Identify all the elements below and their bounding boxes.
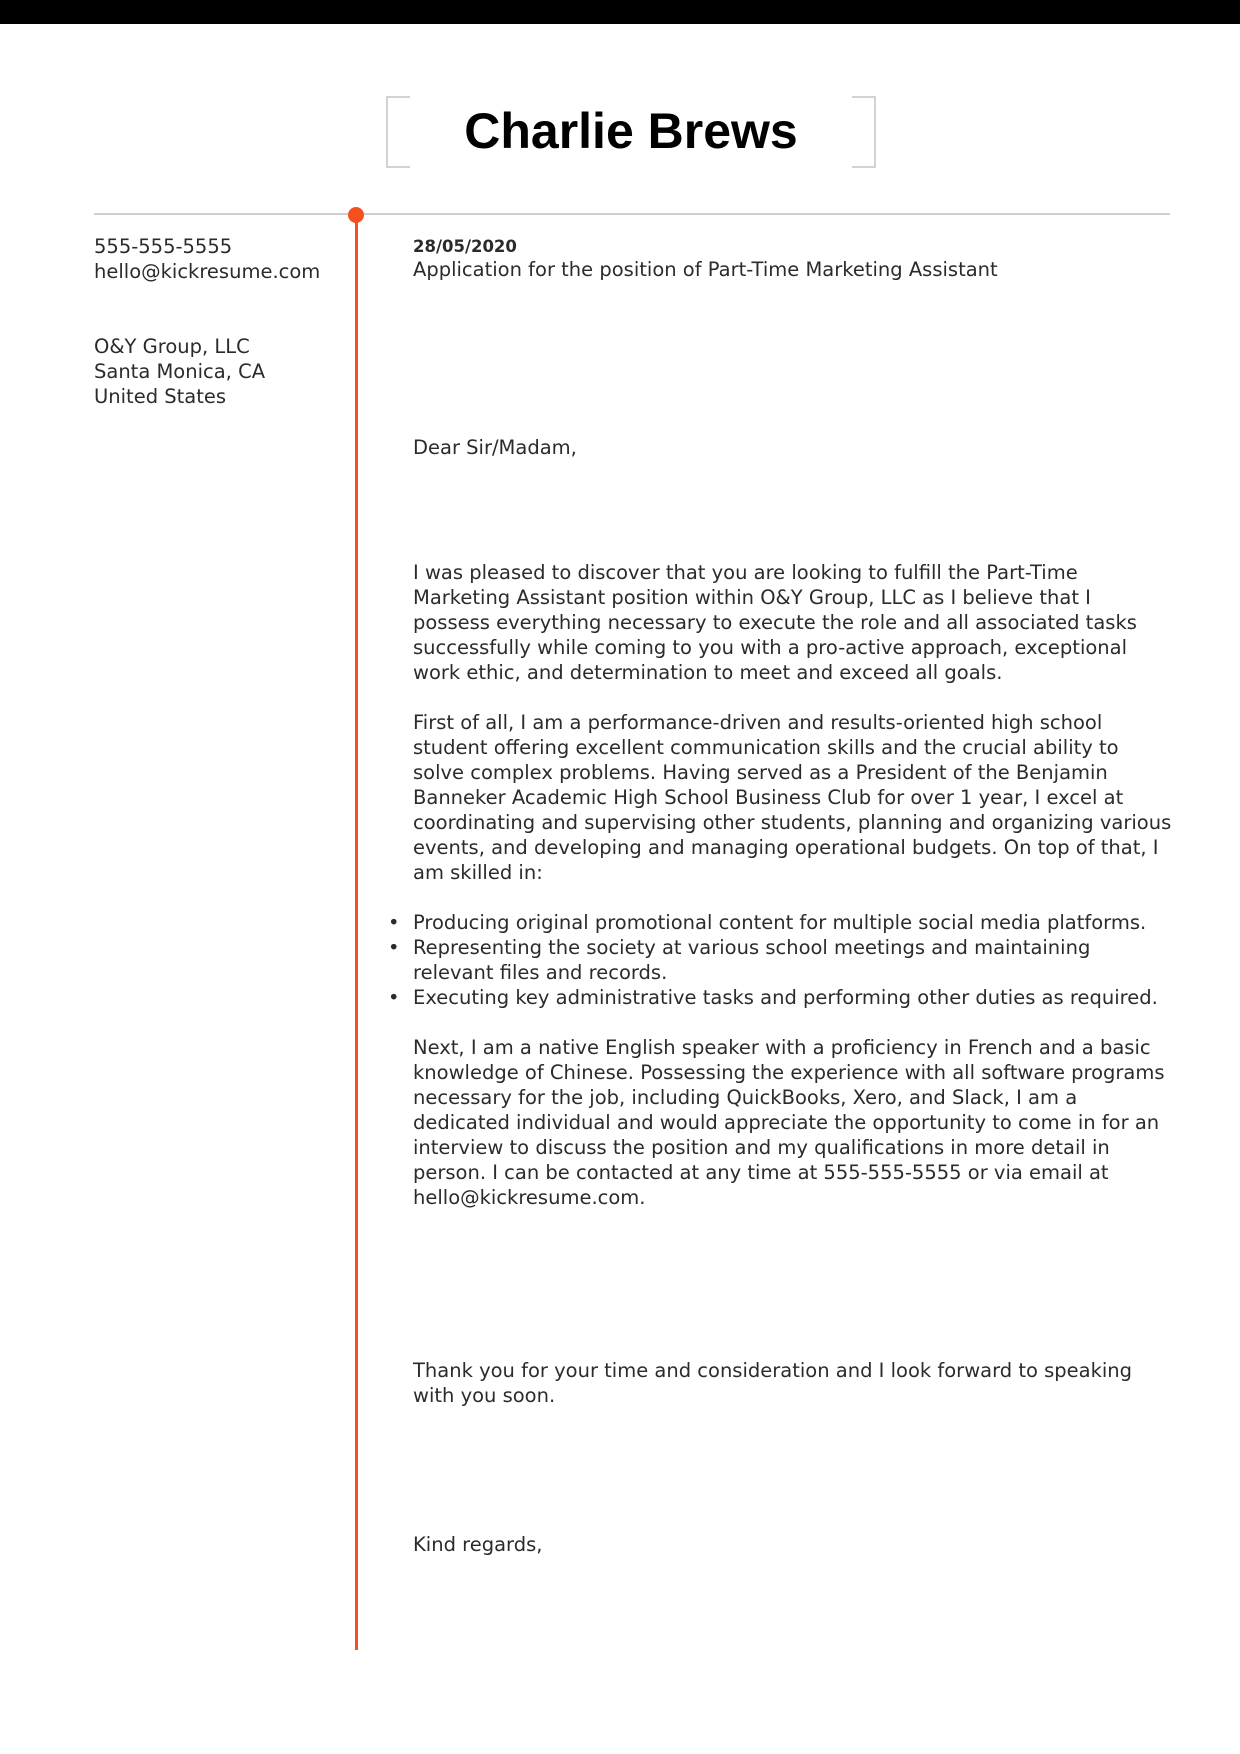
- applicant-name: Charlie Brews: [464, 103, 798, 159]
- recipient-country: United States: [94, 385, 227, 408]
- timeline-dot: [348, 207, 364, 223]
- salutation: Dear Sir/Madam,: [413, 436, 577, 459]
- list-item: • Producing original promotional content for multiple social media platforms.: [413, 910, 1173, 935]
- recipient-company: O&Y Group, LLC: [94, 335, 250, 358]
- sidebar: [94, 234, 344, 409]
- name-header: [386, 96, 876, 166]
- contact-email: hello@kickresume.com: [94, 260, 321, 283]
- letter-subject: Application for the position of Part-Time Marketing Assistant: [413, 258, 998, 281]
- letter-header: [413, 237, 1173, 282]
- closing-paragraph: Thank you for your time and consideration and I look forward to speaking with you soon.: [413, 1359, 1133, 1407]
- list-item: • Executing key administrative tasks and performing other duties as required.: [413, 985, 1173, 1010]
- top-bar: [0, 0, 1240, 24]
- letter-date: 28/05/2020: [413, 237, 517, 256]
- timeline-line: [355, 214, 358, 1650]
- paragraph-languages: Next, I am a native English speaker with a proficiency in French and a basic knowledge of Chinese. Possessing the experience with all software programs necessary for the job, including QuickBooks, Xero, and Slack, I am a dedicated individual and would appreciate the opportunity to come in for an interview to discuss the position and my qualifications in more detail in person. I can be contacted at any time at 555-555-5555 or via email at hello@kickresume.com.: [413, 1036, 1165, 1209]
- signoff: Kind regards,: [413, 1533, 543, 1556]
- contact-phone: 555-555-5555: [94, 235, 233, 258]
- skills-list: [413, 910, 1173, 1010]
- paragraph-intro: I was pleased to discover that you are looking to fulfill the Part-Time Marketing Assistant position within O&Y Group, LLC as I believe that I possess everything necessary to execute the role and all associated tasks successfully while coming to you with a pro-active approach, exceptional work ethic, and determination to meet and exceed all goals.: [413, 561, 1137, 684]
- paragraph-experience: First of all, I am a performance-driven and results-oriented high school student offering excellent communication skills and the crucial ability to solve complex problems. Having served as a President of the Benjamin Banneker Academic High School Business Club for over 1 year, I excel at coordinating and supervising other students, planning and organizing various events, and developing and managing operational budgets. On top of that, I am skilled in:: [413, 711, 1172, 884]
- recipient-city: Santa Monica, CA: [94, 360, 266, 383]
- header-divider: [94, 213, 1170, 215]
- list-item: • Representing the society at various school meetings and maintaining relevant files and records.: [413, 935, 1173, 985]
- spacer: [94, 284, 344, 334]
- letter-body: [413, 560, 1173, 1235]
